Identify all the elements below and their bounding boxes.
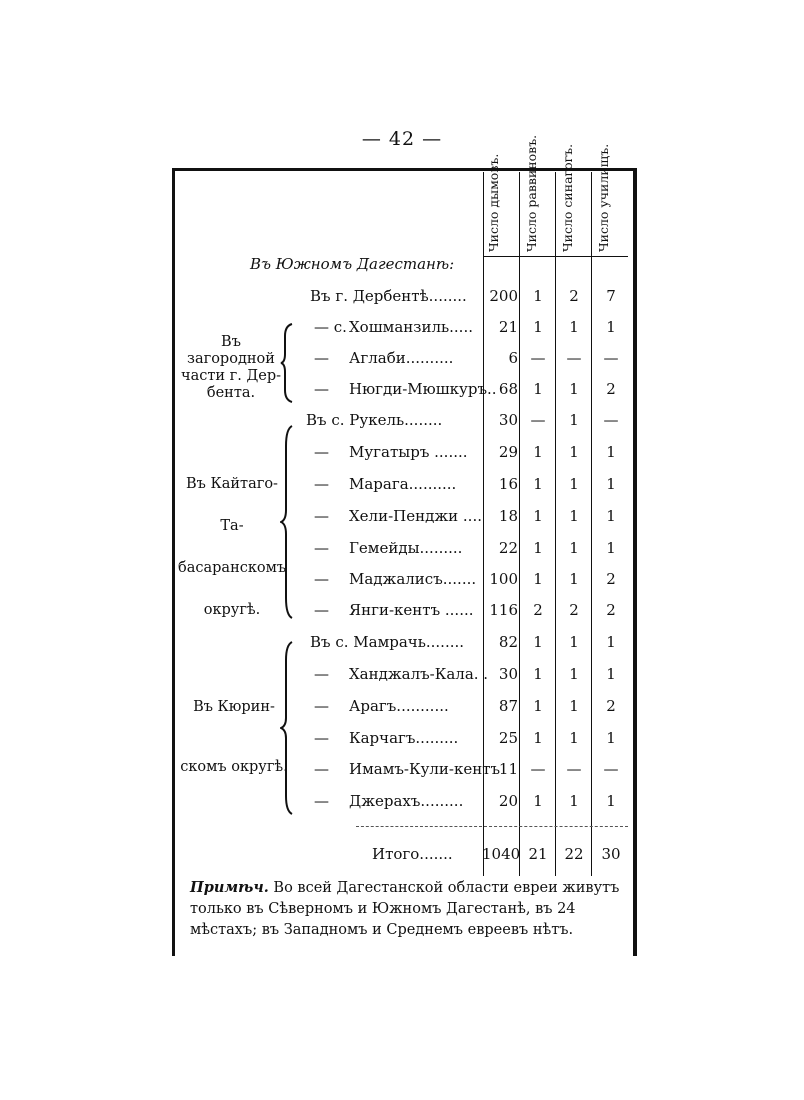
cell-dymy: 21 — [498, 318, 518, 336]
header-dymy: Число дымовъ. — [486, 153, 501, 252]
total-dymy: 1040 — [482, 845, 521, 863]
table-row — [0, 287, 804, 311]
row-name: Карчагъ......... — [349, 729, 459, 747]
cell-sinagogi: — — [566, 349, 582, 367]
cell-ravviny: 1 — [533, 507, 543, 525]
table-row — [0, 729, 804, 753]
footnote — [190, 877, 630, 941]
cell-ravviny: — — [530, 760, 546, 778]
cell-sinagogi: 1 — [569, 443, 579, 461]
section-title: Въ Южномъ Дагестанѣ: — [250, 255, 455, 273]
cell-sinagogi: 2 — [569, 601, 579, 619]
cell-dymy: 22 — [498, 539, 518, 557]
cell-uchilishcha: 2 — [606, 697, 616, 715]
group-label: Въ Кайтаго-Та- басаранскомъ округѣ. — [178, 476, 287, 618]
row-name: Въ с. Рукель........ — [306, 411, 443, 429]
total-label: Итого....... — [372, 845, 453, 863]
cell-uchilishcha: — — [603, 760, 619, 778]
cell-dymy: 29 — [498, 443, 518, 461]
cell-uchilishcha: — — [603, 411, 619, 429]
table-row — [0, 380, 804, 404]
row-dash: — — [314, 380, 329, 398]
cell-sinagogi: 1 — [569, 792, 579, 810]
cell-ravviny: 1 — [533, 729, 543, 747]
total-sinagogi: 22 — [564, 845, 584, 863]
cell-ravviny: 1 — [533, 539, 543, 557]
total-ravviny: 21 — [528, 845, 548, 863]
cell-dymy: 16 — [498, 475, 518, 493]
row-dash: — — [314, 539, 329, 557]
cell-sinagogi: 1 — [569, 729, 579, 747]
divider — [484, 826, 628, 827]
cell-sinagogi: 1 — [569, 380, 579, 398]
total-row — [0, 845, 804, 869]
row-dash: — — [314, 443, 329, 461]
cell-ravviny: 1 — [533, 475, 543, 493]
cell-dymy: 200 — [489, 287, 518, 305]
cell-sinagogi: 1 — [569, 507, 579, 525]
row-name: Хели-Пенджи .... — [349, 507, 482, 525]
row-name: Маджалисъ....... — [349, 570, 477, 588]
cell-ravviny: 1 — [533, 318, 543, 336]
cell-uchilishcha: 1 — [606, 665, 616, 683]
cell-ravviny: 1 — [533, 665, 543, 683]
row-dash: — — [314, 665, 329, 683]
row-dash: — — [314, 349, 329, 367]
cell-sinagogi: 1 — [569, 697, 579, 715]
cell-ravviny: 1 — [533, 792, 543, 810]
cell-sinagogi: 1 — [569, 318, 579, 336]
cell-uchilishcha: 1 — [606, 539, 616, 557]
row-name: Янги-кентъ ...... — [349, 601, 474, 619]
row-name: Имамъ-Кули-кентъ — [349, 760, 501, 778]
cell-uchilishcha: 1 — [606, 729, 616, 747]
table-row — [0, 318, 804, 342]
cell-sinagogi: 2 — [569, 287, 579, 305]
header-sinagogi: Число синагогъ. — [560, 143, 575, 252]
row-dash: — — [314, 601, 329, 619]
table-row — [0, 475, 804, 499]
cell-sinagogi: 1 — [569, 539, 579, 557]
cell-uchilishcha: 2 — [606, 601, 616, 619]
table-row — [0, 697, 804, 721]
cell-uchilishcha: — — [603, 349, 619, 367]
cell-uchilishcha: 1 — [606, 633, 616, 651]
cell-sinagogi: — — [566, 760, 582, 778]
cell-ravviny: 1 — [533, 633, 543, 651]
cell-ravviny: — — [530, 411, 546, 429]
table-row — [0, 507, 804, 531]
cell-sinagogi: 1 — [569, 475, 579, 493]
row-name: Въ г. Дербентѣ........ — [310, 287, 467, 305]
row-dash: — — [314, 507, 329, 525]
cell-uchilishcha: 1 — [606, 507, 616, 525]
row-name: Хошманзиль..... — [349, 318, 473, 336]
table-row — [0, 601, 804, 625]
footnote-lead: Примѣч. — [190, 879, 269, 896]
row-dash: — с. — [314, 318, 347, 336]
group-label: Въ Кюрин- скомъ округѣ. — [180, 699, 288, 775]
cell-uchilishcha: 2 — [606, 380, 616, 398]
row-dash: — — [314, 760, 329, 778]
cell-uchilishcha: 1 — [606, 443, 616, 461]
cell-uchilishcha: 1 — [606, 318, 616, 336]
divider — [356, 826, 482, 827]
cell-ravviny: 1 — [533, 380, 543, 398]
cell-ravviny: 2 — [533, 601, 543, 619]
cell-dymy: 116 — [489, 601, 518, 619]
cell-ravviny: — — [530, 349, 546, 367]
row-name: Гемейды......... — [349, 539, 463, 557]
page-number: — 42 — — [361, 128, 443, 150]
header-ravviny: Число раввиновъ. — [524, 134, 539, 252]
table-row — [0, 633, 804, 657]
row-dash: — — [314, 792, 329, 810]
cell-uchilishcha: 7 — [606, 287, 616, 305]
table-row — [0, 539, 804, 563]
cell-dymy: 82 — [498, 633, 518, 651]
cell-dymy: 100 — [489, 570, 518, 588]
row-name: Марага.......... — [349, 475, 457, 493]
cell-ravviny: 1 — [533, 443, 543, 461]
group-label: Въ загородной части г. Дер- бента. — [180, 334, 281, 401]
header-uchilishcha: Число училищъ. — [596, 143, 611, 252]
row-dash: — — [314, 729, 329, 747]
row-name: Мугатыръ ....... — [349, 443, 468, 461]
cell-dymy: 68 — [498, 380, 518, 398]
cell-ravviny: 1 — [533, 697, 543, 715]
row-name: Джерахъ......... — [349, 792, 464, 810]
row-dash: — — [314, 697, 329, 715]
cell-ravviny: 1 — [533, 570, 543, 588]
table-row — [0, 760, 804, 784]
row-dash: — — [314, 475, 329, 493]
cell-dymy: 18 — [498, 507, 518, 525]
cell-uchilishcha: 2 — [606, 570, 616, 588]
row-name: Нюгди-Мюшкуръ.. — [349, 380, 497, 398]
table-row — [0, 665, 804, 689]
table-row — [0, 411, 804, 435]
cell-dymy: 20 — [498, 792, 518, 810]
cell-sinagogi: 1 — [569, 633, 579, 651]
cell-dymy: 87 — [498, 697, 518, 715]
cell-dymy: 6 — [508, 349, 518, 367]
total-uchilishcha: 30 — [601, 845, 621, 863]
cell-uchilishcha: 1 — [606, 475, 616, 493]
cell-dymy: 11 — [498, 760, 518, 778]
cell-dymy: 30 — [498, 665, 518, 683]
row-name: Аглаби.......... — [349, 349, 454, 367]
row-dash: — — [314, 570, 329, 588]
cell-uchilishcha: 1 — [606, 792, 616, 810]
cell-dymy: 25 — [498, 729, 518, 747]
row-name: Въ с. Мамрачь........ — [310, 633, 465, 651]
cell-ravviny: 1 — [533, 287, 543, 305]
cell-dymy: 30 — [498, 411, 518, 429]
cell-sinagogi: 1 — [569, 570, 579, 588]
table-row — [0, 570, 804, 594]
row-name: Арагъ........... — [349, 697, 449, 715]
table-row — [0, 349, 804, 373]
footnote-text: Во всей Дагестанской области евреи живутъ только въ Сѣверномъ и Южномъ Дагестанѣ, въ 24 мѣстахъ; въ Западномъ и Среднемъ евреевъ нѣтъ. — [190, 880, 620, 938]
cell-sinagogi: 1 — [569, 411, 579, 429]
table-row — [0, 443, 804, 467]
cell-sinagogi: 1 — [569, 665, 579, 683]
table-row — [0, 792, 804, 816]
header-rule — [483, 256, 628, 257]
row-name: Ханджалъ-Кала. . — [349, 665, 489, 683]
